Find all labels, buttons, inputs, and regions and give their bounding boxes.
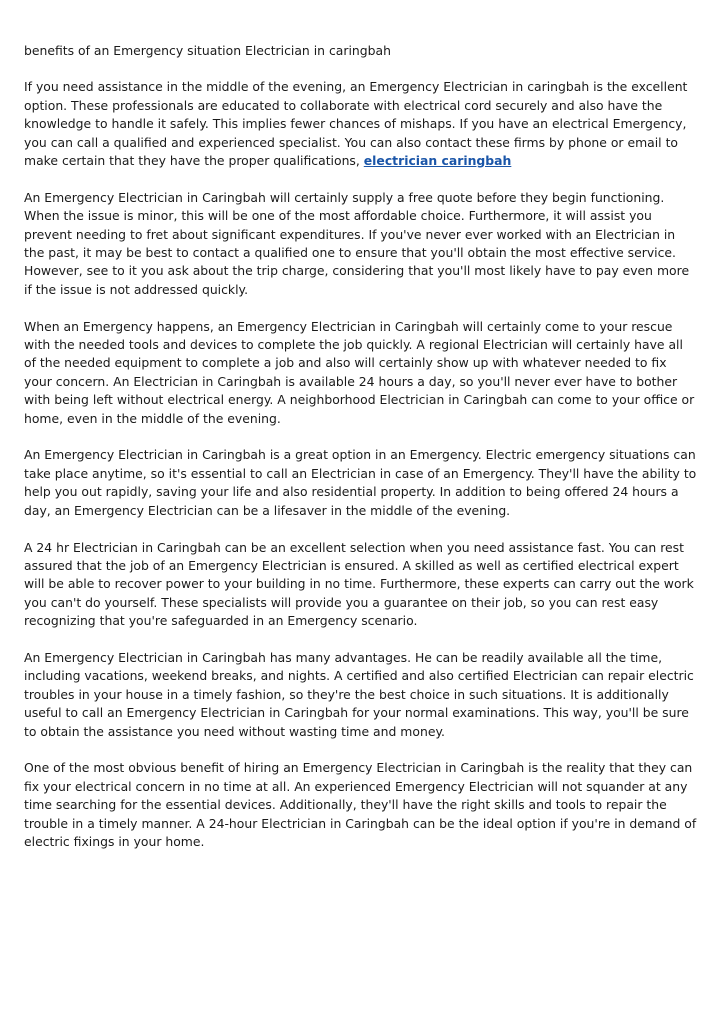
paragraph-1 xyxy=(24,78,698,170)
paragraph-1-text: If you need assistance in the middle of the evening, an Emergency Electrician in caringbah is the excellent option. These professionals are educated to collaborate with electrical cord securely and also have the knowledge to handle it safely. This implies fewer chances of mishaps. If you have an electrical Emergency, you can call a qualified and experienced specialist. You can also contact these firms by phone or email to make certain that they have the proper qualifications, xyxy=(24,79,688,169)
paragraph-5: A 24 hr Electrician in Caringbah can be an excellent selection when you need assistance fast. You can rest assured that the job of an Emergency Electrician is ensured. A skilled as well as certified electrical expert will be able to recover power to your building in no time. Furthermore, these experts can carry out the work you can't do yourself. These specialists will provide you a guarantee on their job, so you can rest easy recognizing that you're safeguarded in an Emergency scenario. xyxy=(24,539,694,629)
document-title: benefits of an Emergency situation Electrician in caringbah xyxy=(24,43,391,58)
paragraph-2: An Emergency Electrician in Caringbah will certainly supply a free quote before they begin functioning. When the issue is minor, this will be one of the most affordable choice. Furthermore, it will assist you prevent needing to fret about significant expenditures. If you've never ever worked with an Electrician in the past, it may be best to contact a qualified one to ensure that you'll obtain the most effective service. However, see to it you ask about the trip charge, considering that you'll most likely have to pay even more if the issue is not addressed quickly. xyxy=(24,189,690,297)
paragraph-6: An Emergency Electrician in Caringbah has many advantages. He can be readily available all the time, including vacations, weekend breaks, and nights. A certified and also certified Electrician can repair electric troubles in your house in a timely fashion, so they're the best choice in such situations. It is additionally useful to call an Emergency Electrician in Caringbah for your normal examinations. This way, you'll be sure to obtain the assistance you need without wasting time and money. xyxy=(24,649,694,739)
paragraph-4: An Emergency Electrician in Caringbah is a great option in an Emergency. Electric emergency situations can take place anytime, so it's essential to call an Electrician in case of an Emergency. They'll have the ability to help you out rapidly, saving your life and also residential property. In addition to being offered 24 hours a day, an Emergency Electrician can be a lifesaver in the middle of the evening. xyxy=(24,447,697,518)
electrician-caringbah-link[interactable]: electrician caringbah xyxy=(363,153,512,169)
paragraph-3: When an Emergency happens, an Emergency Electrician in Caringbah will certainly come to your rescue with the needed tools and devices to complete the job quickly. A regional Electrician will certainly have all of the needed equipment to complete a job and also will certainly show up with whatever needed to fix your concern. An Electrician in Caringbah is available 24 hours a day, so you'll never ever have to bother with being left without electrical energy. A neighborhood Electrician in Caringbah can come to your office or home, even in the middle of the evening. xyxy=(24,318,695,426)
paragraph-7: One of the most obvious benefit of hiring an Emergency Electrician in Caringbah is the reality that they can fix your electrical concern in no time at all. An experienced Emergency Electrician will not squander at any time searching for the essential devices. Additionally, they'll have the right skills and tools to repair the trouble in a timely manner. A 24-hour Electrician in Caringbah can be the ideal option if you're in demand of electric fixings in your home. xyxy=(24,760,697,849)
